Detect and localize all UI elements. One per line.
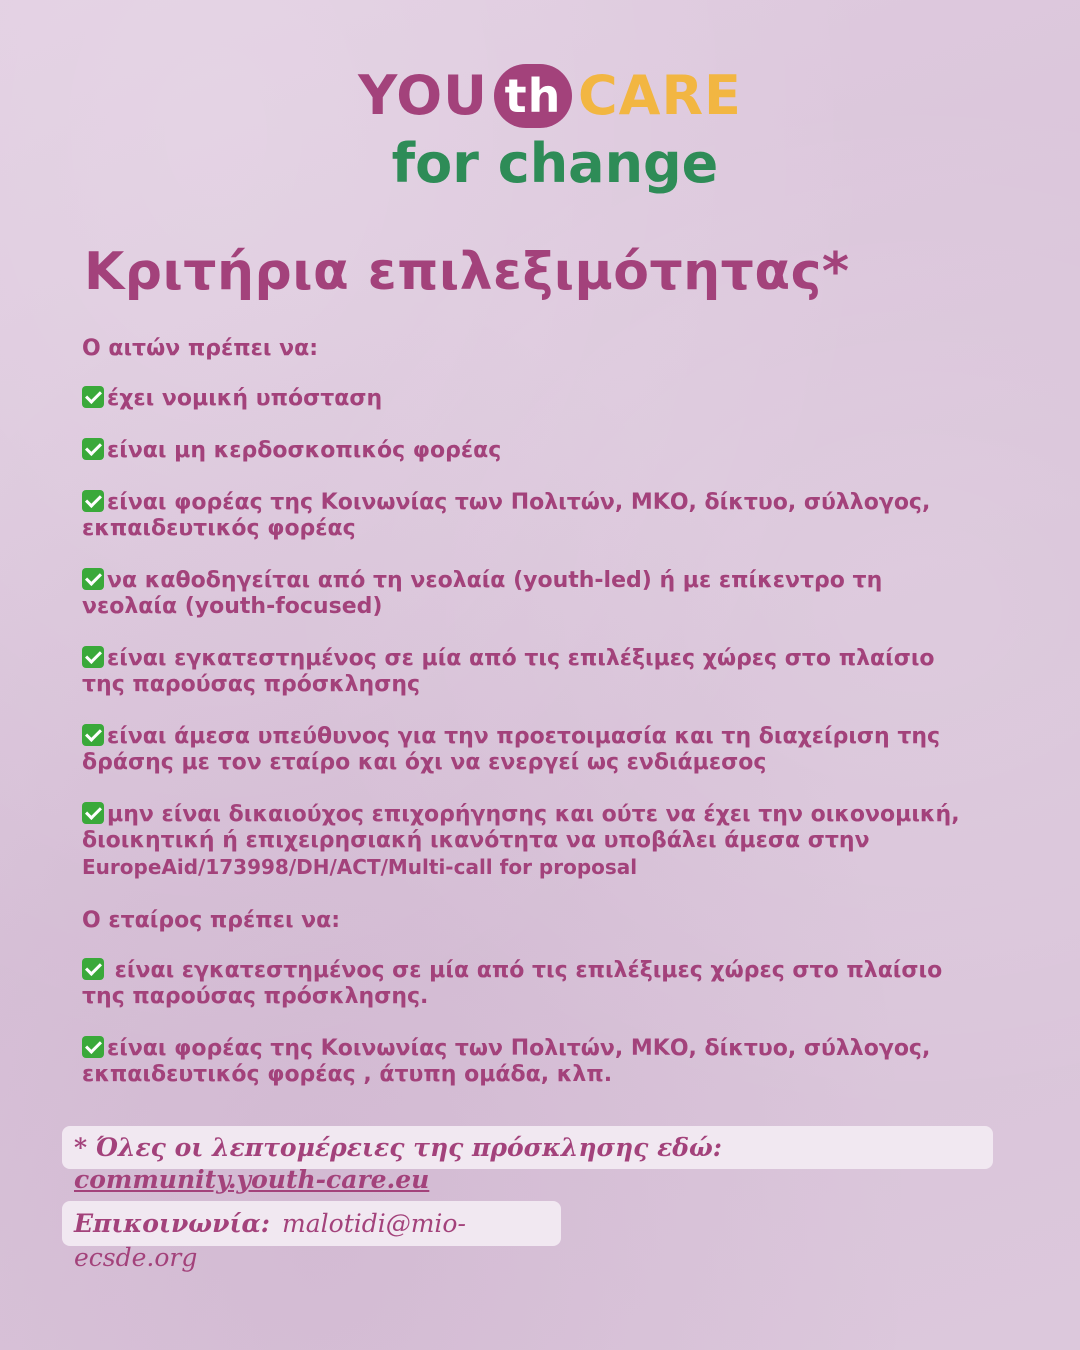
contact-label: Επικοινωνία: [74,1209,271,1238]
details-box [62,1126,993,1194]
partner-criterion: είναι φορέας της Κοινωνίας των Πολιτών, ΜΚΟ, δίκτυο, σύλλογος, εκπαιδευτικός φορέας , άτυπη ομάδα, κλπ. [82,1036,931,1087]
contact-box [62,1201,561,1272]
details-link[interactable]: community.youth-care.eu [74,1165,430,1194]
logo-wordmark [358,64,742,128]
applicant-criterion: να καθοδηγείται από τη νεολαία (youth-led) ή με επίκεντρο τη νεολαία (youth-focused) [82,568,883,619]
applicant-criterion: είναι μη κερδοσκοπικός φορέας [82,438,982,464]
call-reference: EuropeAid/173998/DH/ACT/Multi-call for proposal [82,855,638,879]
details-text: * Όλες οι λεπτομέρειες της πρόσκλησης εδώ: [74,1133,722,1162]
check-box-icon [82,646,104,668]
check-box-icon [82,724,104,746]
check-box-icon [82,802,104,824]
page-title: Κριτήρια επιλεξιμότητας* [84,242,850,302]
check-box-icon [82,568,104,590]
partner-criterion: είναι εγκατεστημένος σε μία από τις επιλέξιμες χώρες στο πλαίσιο της παρούσας πρόσκλησης. [82,958,943,1009]
check-box-icon [82,1036,104,1058]
applicant-criterion: είναι φορέας της Κοινωνίας των Πολιτών, ΜΚΟ, δίκτυο, σύλλογος, εκπαιδευτικός φορέας [82,490,931,541]
applicant-criterion: μην είναι δικαιούχος επιχορήγησης και ούτε να έχει την οικονομική, διοικητική ή επιχειρησιακή ικανότητα να υποβάλει άμεσα στην [82,802,960,853]
logo-you: YOU [358,64,489,127]
partner-label: Ο εταίρος πρέπει να: [82,908,341,933]
logo-care: CARE [578,64,742,127]
applicant-criterion: είναι άμεσα υπεύθυνος για την προετοιμασία και τη διαχείριση της δράσης με τον εταίρο και όχι να ενεργεί ως ενδιάμεσος [82,724,941,775]
check-box-icon [82,386,104,408]
applicant-label: Ο αιτών πρέπει να: [82,336,319,361]
logo [0,64,1080,196]
check-box-icon [82,438,104,460]
applicant-criterion: είναι εγκατεστημένος σε μία από τις επιλέξιμες χώρες στο πλαίσιο της παρούσας πρόσκλησης [82,646,935,697]
criteria-content [82,334,982,1088]
check-box-icon [82,958,104,980]
logo-tagline: for change [391,132,719,195]
check-box-icon [82,490,104,512]
applicant-criterion: έχει νομική υπόσταση [82,386,982,412]
contact-email[interactable]: malotidi@mio-ecsde.org [74,1209,466,1272]
logo-th-badge: th [494,64,572,128]
